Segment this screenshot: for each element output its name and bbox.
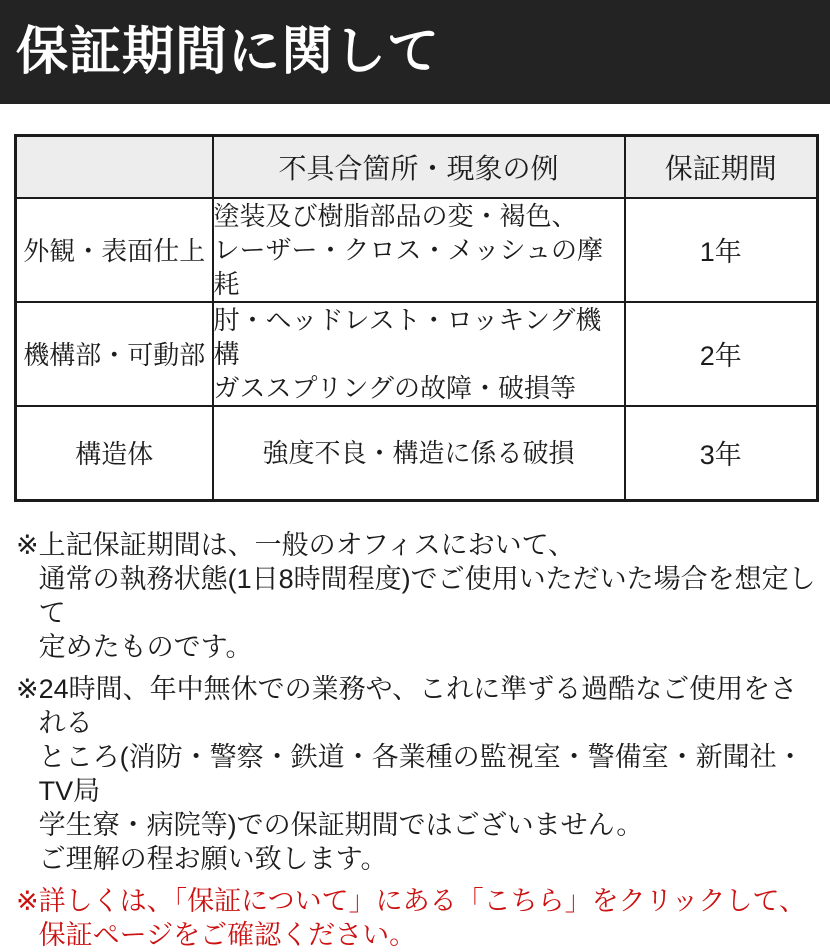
warranty-table — [14, 134, 819, 502]
row-period: 1年 — [625, 198, 818, 302]
note-line: 保証ページをご確認ください。 — [38, 920, 417, 950]
row-category: 機構部・可動部 — [16, 302, 213, 406]
example-line: レーザー・クロス・メッシュの摩耗 — [213, 234, 603, 299]
row-example — [213, 302, 625, 406]
table-row — [16, 198, 818, 302]
header-category — [16, 136, 213, 198]
title-banner — [0, 0, 830, 104]
header-period: 保証期間 — [625, 136, 818, 198]
example-line: 塗装及び樹脂部品の変・褐色、 — [213, 200, 578, 231]
table-row — [16, 302, 818, 406]
note-text — [39, 672, 820, 876]
note-24h-usage — [16, 672, 820, 876]
note-line: 定めたものです。 — [38, 632, 253, 662]
row-category: 外観・表面仕上 — [16, 198, 213, 302]
note-text — [39, 528, 820, 664]
example-line: 肘・ヘッドレスト・ロッキング機構 — [213, 304, 602, 369]
table-row — [16, 406, 818, 501]
note-marker: ※ — [16, 530, 39, 560]
note-line: 通常の執務状態(1日8時間程度)でご使用いただいた場合を想定して — [38, 564, 816, 628]
note-line: 詳しくは、「保証について」にある「こちら」をクリックして、 — [38, 886, 806, 916]
note-marker: ※ — [16, 674, 39, 704]
row-period: 2年 — [625, 302, 818, 406]
row-category: 構造体 — [16, 406, 213, 501]
note-line: 24時間、年中無休での業務や、これに準ずる過酷なご使用をされる — [38, 674, 798, 738]
row-example — [213, 198, 625, 302]
table-header-row — [16, 136, 818, 198]
note-line: ご理解の程お願い致します。 — [38, 844, 388, 874]
note-marker: ※ — [16, 886, 39, 916]
example-line: 強度不良・構造に係る破損 — [262, 437, 575, 468]
note-line: 上記保証期間は、一般のオフィスにおいて、 — [38, 530, 576, 560]
note-text — [39, 884, 820, 952]
note-warranty-page-link — [16, 884, 820, 952]
example-line: ガススプリングの故障・破損等 — [213, 372, 576, 403]
row-example — [213, 406, 625, 501]
row-period: 3年 — [625, 406, 818, 501]
page-title: 保証期間に関して — [16, 23, 441, 81]
header-example: 不具合箇所・現象の例 — [213, 136, 625, 198]
note-line: ところ(消防・警察・鉄道・各業種の監視室・警備室・新聞社・TV局 — [38, 742, 804, 806]
note-line: 学生寮・病院等)での保証期間ではございません。 — [38, 810, 644, 840]
note-office-usage — [16, 528, 820, 664]
footnotes — [16, 528, 820, 952]
